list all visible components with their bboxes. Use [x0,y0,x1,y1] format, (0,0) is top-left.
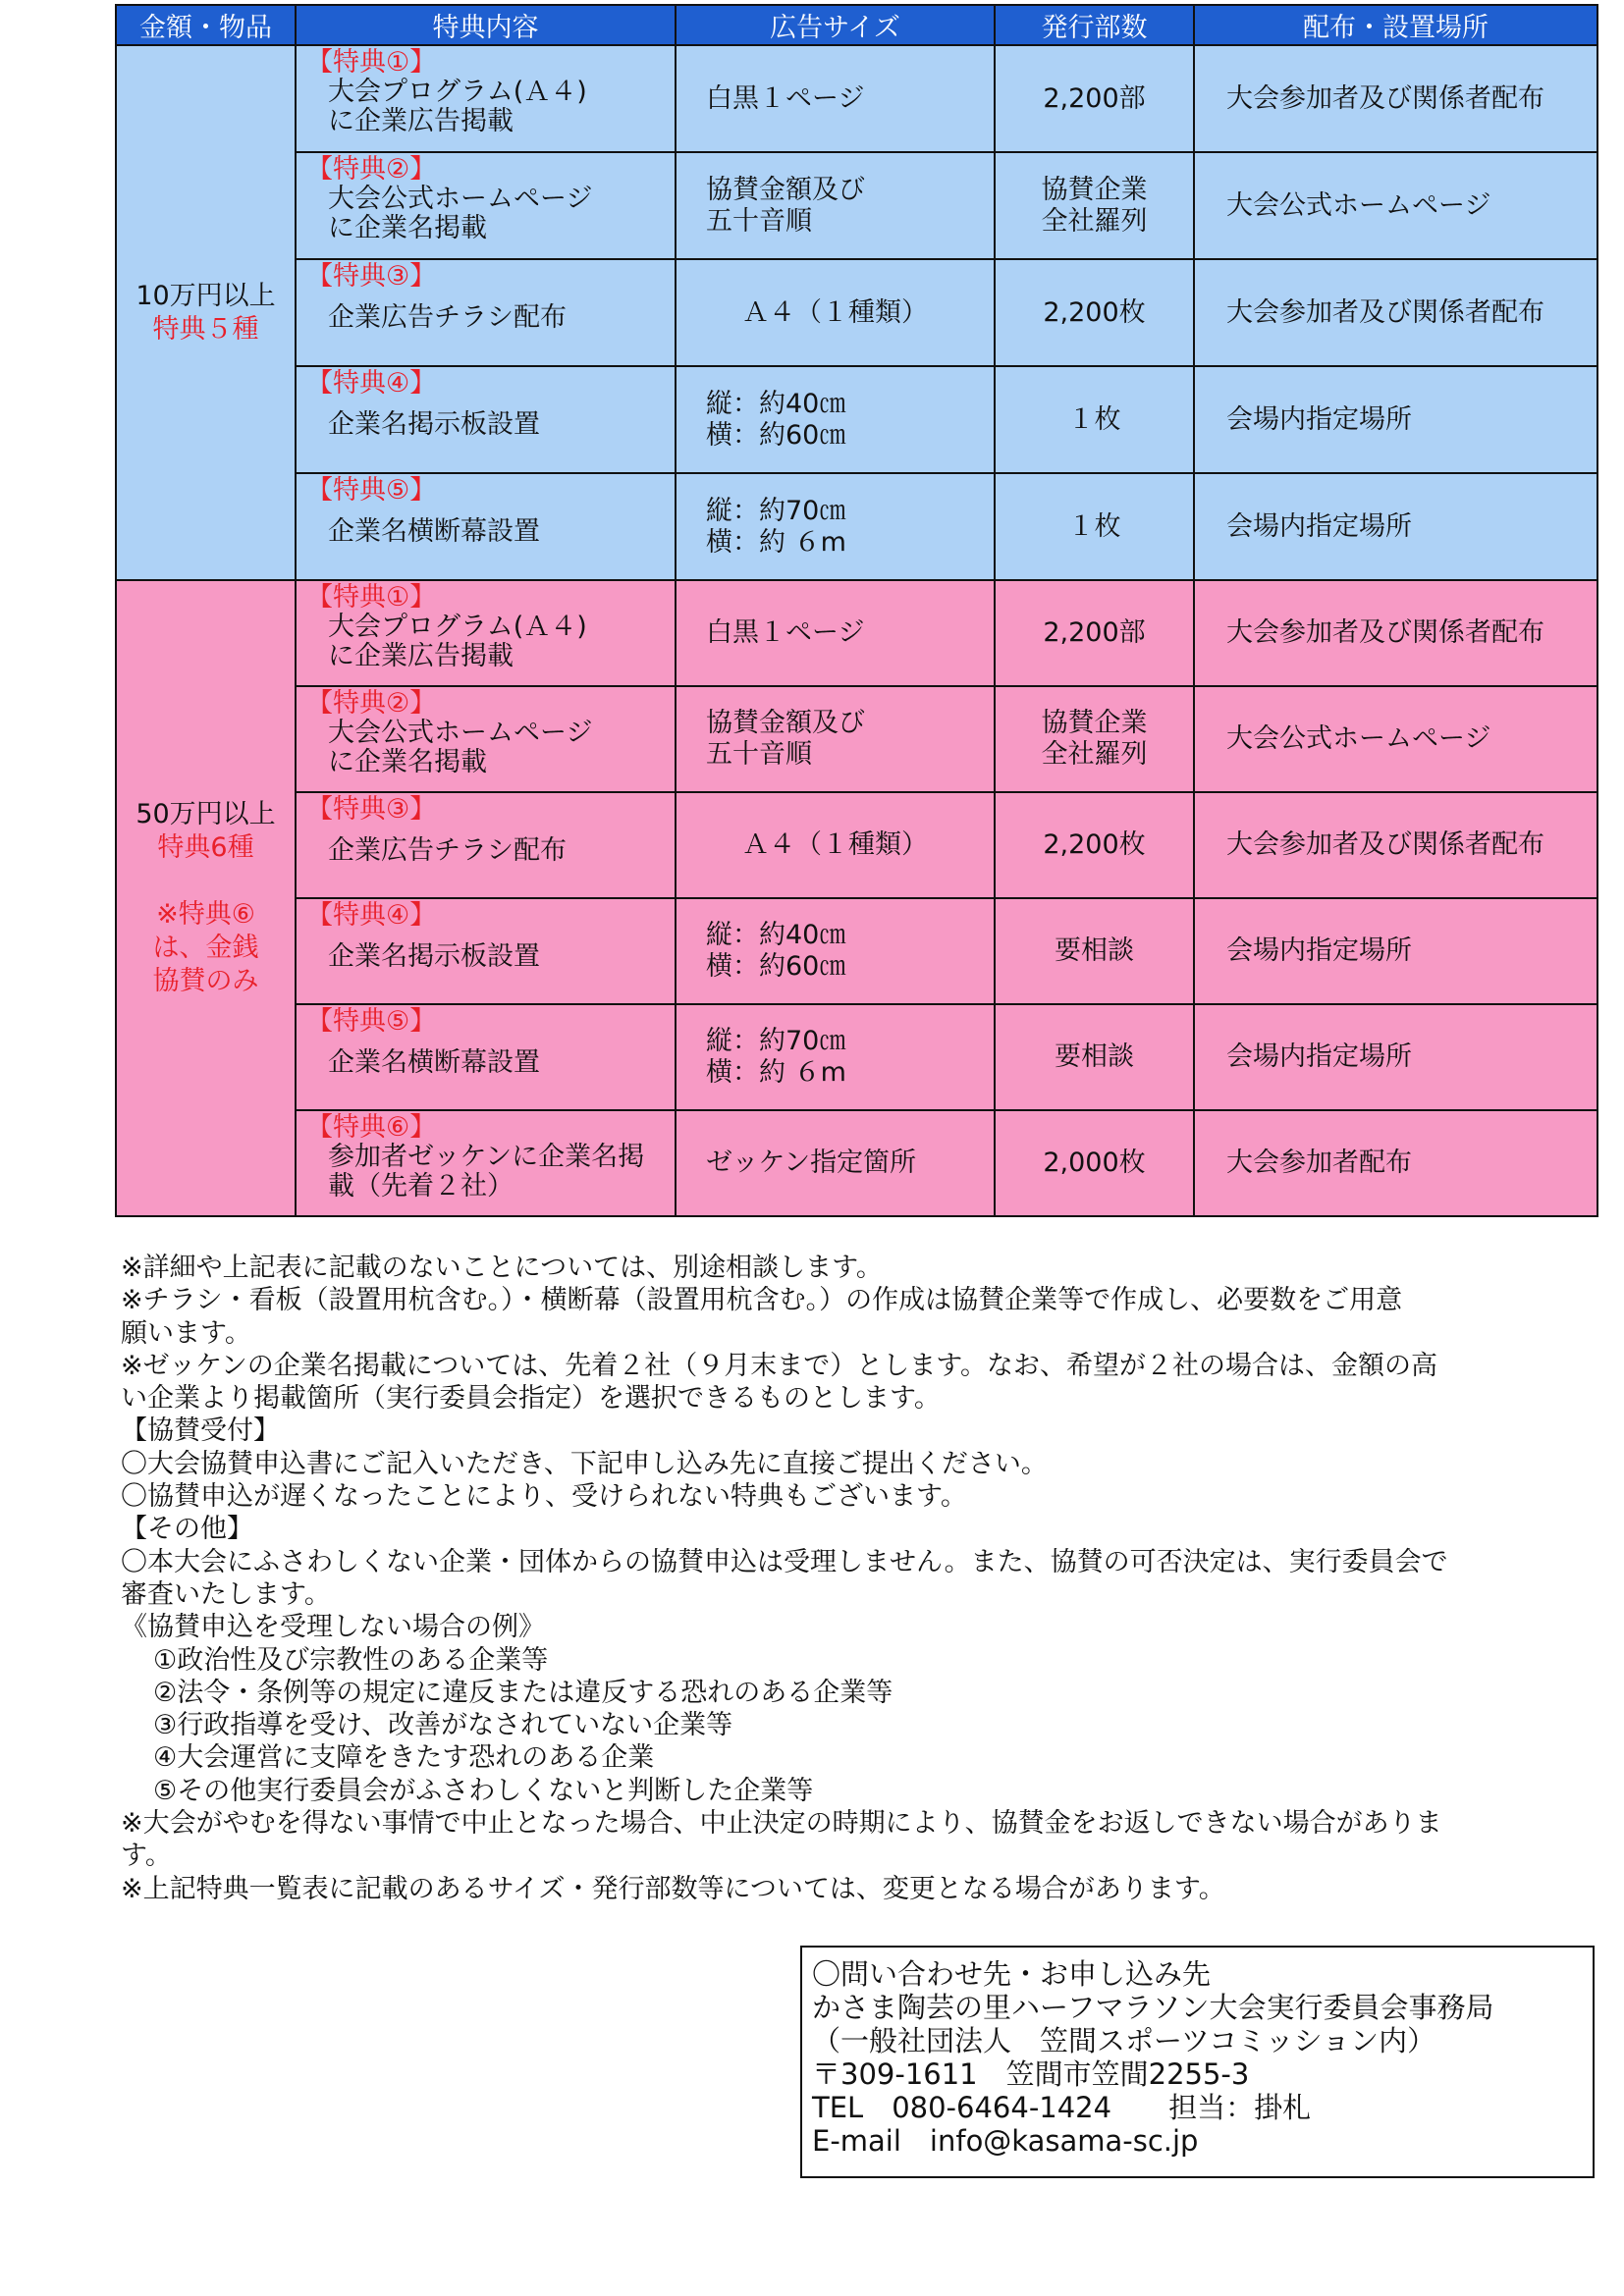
header-amount: 金額・物品 [116,5,296,45]
table-row [116,1004,1597,1110]
benefit-badge: 【特典③】 [306,261,437,292]
table-row [116,473,1597,580]
contact-title: 〇問い合わせ先・お申し込み先 [812,1957,1212,1991]
header-ad-size: 広告サイズ [676,5,995,45]
place: 会場内指定場所 [1226,1041,1412,1072]
benefit-line: 企業名横断幕設置 [328,516,540,547]
note-line: ※上記特典一覧表に記載のあるサイズ・発行部数等については、変更となる場合があります。 [121,1873,1225,1904]
ad-size: 白黒１ページ [706,82,865,114]
place: 会場内指定場所 [1226,510,1412,542]
ad-size: 横：約 ６m [706,526,846,558]
ad-size: 五十音順 [706,739,812,770]
table-row [116,898,1597,1004]
benefit-line: 大会公式ホームページ [328,718,593,748]
benefit-badge: 【特典①】 [306,47,437,78]
section-heading: 【協賛受付】 [121,1415,280,1447]
notes-section [121,1252,1603,1905]
table-row [116,366,1597,473]
table-row [116,259,1597,366]
note-line: い企業より掲載箇所（実行委員会指定）を選択できるものとします。 [121,1383,941,1415]
quantity: 要相談 [1055,935,1134,966]
note-line: 〇協賛申込が遅くなったことにより、受けられない特典もございます。 [121,1481,967,1513]
quantity: 2,200部 [1043,617,1146,648]
tier2-amount: 50万円以上 [135,799,276,829]
ad-size: 協賛金額及び [706,174,865,205]
benefit-line: 企業広告チラシ配布 [328,302,567,333]
example-item: ③行政指導を受け、改善がなされていない企業等 [153,1710,733,1741]
benefit-line: 載（先着２社） [328,1171,514,1201]
quantity: １枚 [1067,510,1121,542]
header-quantity: 発行部数 [995,5,1194,45]
tier2-amount-cell [116,580,296,1216]
table-row [116,152,1597,259]
section-heading: 《協賛申込を受理しない場合の例》 [121,1612,545,1643]
ad-size: 白黒１ページ [706,617,865,648]
benefit-line: 大会プログラム(Ａ４) [328,612,587,642]
benefit-line: に企業広告掲載 [328,641,514,671]
ad-size: 五十音順 [706,205,812,237]
place: 会場内指定場所 [1226,403,1412,435]
sponsor-benefits-table [115,4,1598,1217]
place: 大会参加者及び関係者配布 [1226,82,1544,114]
contact-box [800,1946,1595,2178]
example-item: ②法令・条例等の規定に違反または違反する恐れのある企業等 [153,1677,893,1708]
contact-email[interactable]: E-mail info@kasama-sc.jp [812,2124,1199,2158]
quantity: 2,200枚 [1043,296,1146,328]
tier1-amount: 10万円以上 [135,280,276,311]
place: 大会参加者及び関係者配布 [1226,296,1544,328]
benefit-line: 企業名掲示板設置 [328,941,540,972]
quantity: 2,000枚 [1043,1148,1146,1178]
ad-size: 縦：約40㎝ [706,920,846,950]
tier1-count: 特典５種 [152,313,259,345]
quantity: 協賛企業 [1041,174,1148,205]
benefit-line: 参加者ゼッケンに企業名掲 [328,1142,645,1172]
tier2-note: は、金銭 [152,933,259,963]
note-line: ※大会がやむを得ない事情で中止となった場合、中止決定の時期により、協賛金をお返しできない場合がありま [121,1808,1442,1840]
ad-size: 横：約60㎝ [706,951,846,982]
ad-size: Ａ４（１種類） [742,829,928,860]
ad-size: 協賛金額及び [706,708,865,738]
quantity: 協賛企業 [1041,708,1148,738]
place: 大会参加者及び関係者配布 [1226,829,1544,860]
contact-org: かさま陶芸の里ハーフマラソン大会実行委員会事務局 [812,1991,1494,2024]
table-row [116,792,1597,898]
note-line: 願います。 [121,1317,251,1349]
benefit-badge: 【特典⑥】 [306,1112,437,1143]
tier1-amount-cell [116,45,296,580]
note-line: ※ゼッケンの企業名掲載については、先着２社（９月末まで）とします。なお、希望が２社の場合は、金額の高 [121,1350,1438,1381]
contact-tel: TEL 080-6464-1424 担当：掛札 [812,2091,1312,2124]
benefit-line: 大会公式ホームページ [328,184,593,214]
tier2-note: ※特典⑥ [156,899,255,930]
header-benefit: 特典内容 [296,5,676,45]
ad-size: Ａ４（１種類） [742,296,928,328]
table-header-row [116,5,1597,45]
header-place: 配布・設置場所 [1194,5,1597,45]
note-line: 審査いたします。 [121,1578,331,1610]
contact-address: 〒309-1611 笠間市笠間2255-3 [812,2057,1250,2091]
example-item: ⑤その他実行委員会がふさわしくないと判断した企業等 [153,1775,814,1806]
benefit-line: 企業名掲示板設置 [328,409,540,440]
benefit-line: に企業名掲載 [328,213,487,243]
table-row [116,45,1597,152]
note-line: す。 [121,1841,172,1872]
ad-size: 横：約60㎝ [706,419,846,451]
note-line: 〇大会協賛申込書にご記入いただき、下記申し込み先に直接ご提出ください。 [121,1448,1048,1479]
table-row [116,1110,1597,1216]
note-line: ※詳細や上記表に記載のないことについては、別途相談します。 [121,1253,883,1283]
benefit-line: に企業名掲載 [328,747,487,777]
benefit-badge: 【特典⑤】 [306,1006,437,1037]
benefit-line: 企業名横断幕設置 [328,1047,540,1078]
benefit-line: 大会プログラム(Ａ４) [328,77,587,107]
ad-size: ゼッケン指定箇所 [706,1148,917,1178]
benefit-badge: 【特典④】 [306,368,437,399]
place: 大会参加者及び関係者配布 [1226,617,1544,648]
benefit-line: 企業広告チラシ配布 [328,835,567,866]
ad-size: 縦：約70㎝ [706,1026,846,1056]
quantity: 要相談 [1055,1041,1134,1072]
benefit-badge: 【特典②】 [306,154,437,185]
note-line: 〇本大会にふさわしくない企業・団体からの協賛申込は受理しません。また、協賛の可否決定は、実行委員会で [121,1546,1448,1577]
ad-size: 横：約 ６m [706,1057,846,1088]
benefit-badge: 【特典⑤】 [306,475,437,506]
note-line: ※チラシ・看板（設置用杭含む。）・横断幕（設置用杭含む。）の作成は協賛企業等で作成し、必要数をご用意 [121,1285,1403,1316]
section-heading: 【その他】 [121,1514,253,1545]
ad-size: 縦：約70㎝ [706,495,846,526]
benefit-line: に企業広告掲載 [328,106,514,136]
example-item: ④大会運営に支障をきたす恐れのある企業 [153,1742,655,1774]
contact-org-sub: （一般社団法人 笠間スポーツコミッション内） [812,2024,1436,2057]
place: 大会参加者配布 [1226,1148,1412,1178]
benefit-badge: 【特典①】 [306,582,437,613]
place: 大会公式ホームページ [1226,189,1491,221]
example-item: ①政治性及び宗教性のある企業等 [153,1644,549,1676]
place: 大会公式ホームページ [1226,723,1491,754]
quantity: １枚 [1067,403,1121,435]
quantity: 2,200枚 [1043,829,1146,860]
tier2-count: 特典6種 [157,832,254,863]
ad-size: 縦：約40㎝ [706,388,846,419]
benefit-badge: 【特典④】 [306,900,437,931]
table-row [116,686,1597,792]
quantity: 2,200部 [1043,82,1146,114]
benefit-badge: 【特典③】 [306,794,437,825]
quantity: 全社羅列 [1041,205,1148,237]
quantity: 全社羅列 [1041,739,1148,770]
benefit-badge: 【特典②】 [306,688,437,719]
tier2-note: 協賛のみ [152,966,259,996]
place: 会場内指定場所 [1226,935,1412,966]
table-row [116,580,1597,686]
